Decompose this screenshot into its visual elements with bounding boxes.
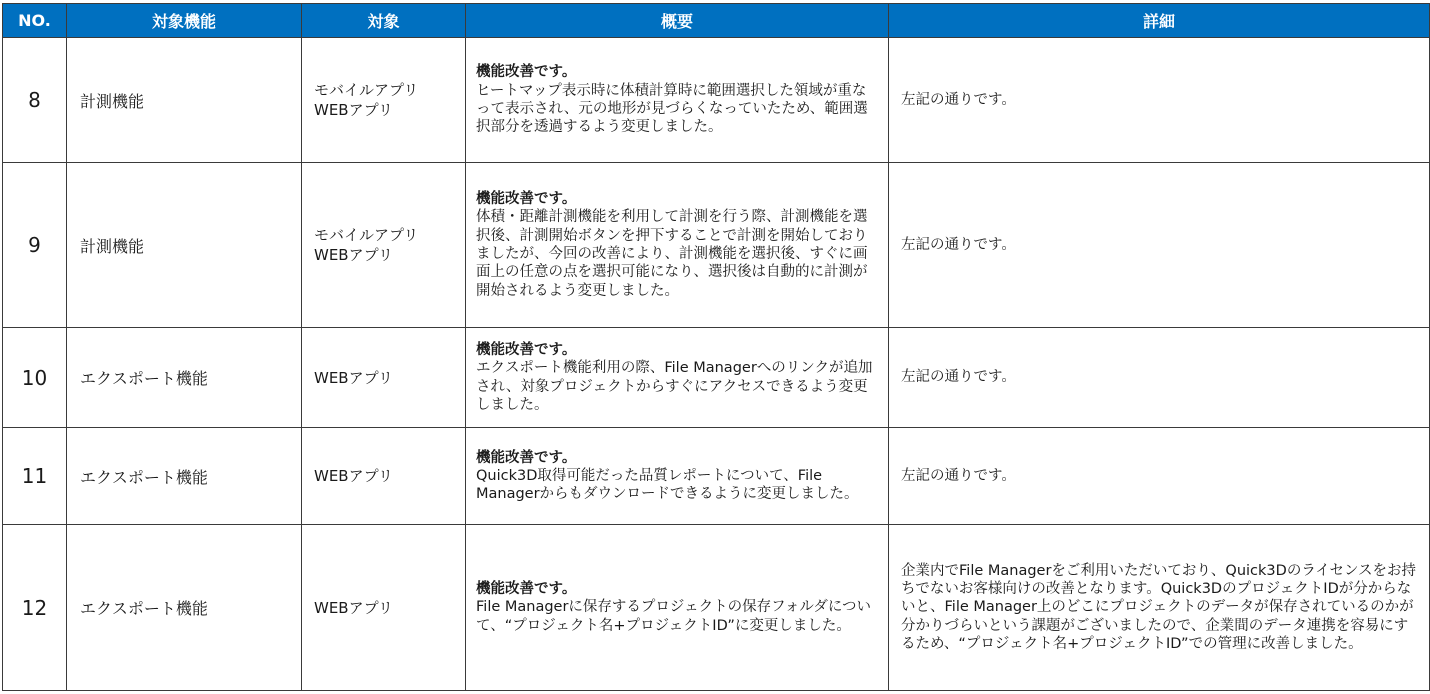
- function-cell: エクスポート機能: [67, 328, 302, 428]
- row-number: 12: [3, 525, 67, 691]
- target-item: WEBアプリ: [314, 598, 393, 617]
- summary-cell: [466, 328, 889, 428]
- detail-cell: 左記の通りです。: [889, 328, 1430, 428]
- table-row: [3, 525, 1430, 691]
- detail-cell: 左記の通りです。: [889, 428, 1430, 525]
- summary-text: Quick3D取得可能だった品質レポートについて、File Managerからもダウンロードできるように変更しました。: [476, 467, 859, 503]
- target-item: モバイルアプリ: [314, 226, 419, 244]
- summary-text: 体積・距離計測機能を利用して計測を行う際、計測機能を選択後、計測開始ボタンを押下することで計測を開始しておりましたが、今回の改善により、計測機能を選択後、すぐに画面上の任意の点を選択可能になり、選択後は自動的に計測が開始されるよう変更しました。: [476, 209, 868, 299]
- row-number: 8: [3, 38, 67, 163]
- summary-text: エクスポート機能利用の際、File Managerへのリンクが追加され、対象プロジェクトからすぐにアクセスできるよう変更しました。: [476, 360, 873, 413]
- summary-cell: [466, 38, 889, 163]
- target-cell: [302, 525, 466, 691]
- target-cell: [302, 163, 466, 328]
- target-cell: [302, 428, 466, 525]
- summary-lead: 機能改善です。: [476, 581, 577, 598]
- function-cell: エクスポート機能: [67, 525, 302, 691]
- summary-lead: 機能改善です。: [476, 191, 577, 208]
- target-cell: [302, 38, 466, 163]
- header-row: [3, 4, 1430, 38]
- summary-text: ヒートマップ表示時に体積計算時に範囲選択した領域が重なって表示され、元の地形が見づらくなっていたため、範囲選択部分を透過するよう変更しました。: [476, 82, 868, 136]
- detail-cell: 左記の通りです。: [889, 38, 1430, 163]
- table-row: [3, 163, 1430, 328]
- row-number: 11: [3, 428, 67, 525]
- table-row: [3, 428, 1430, 525]
- detail-cell: 左記の通りです。: [889, 163, 1430, 328]
- table-row: [3, 328, 1430, 428]
- function-cell: 計測機能: [67, 38, 302, 163]
- function-cell: 計測機能: [67, 163, 302, 328]
- table-row: [3, 38, 1430, 163]
- header-summary: 概要: [466, 4, 889, 38]
- header-no: NO.: [3, 4, 67, 38]
- summary-cell: [466, 163, 889, 328]
- target-item: WEBアプリ: [314, 467, 393, 485]
- header-function: 対象機能: [67, 4, 302, 38]
- summary-cell: [466, 525, 889, 691]
- target-item: WEBアプリ: [314, 101, 393, 119]
- summary-lead: 機能改善です。: [476, 64, 577, 81]
- summary-cell: [466, 428, 889, 525]
- release-notes-table: [2, 3, 1430, 691]
- target-cell: [302, 328, 466, 428]
- target-item: モバイルアプリ: [314, 81, 419, 99]
- row-number: 10: [3, 328, 67, 428]
- summary-text: File Managerに保存するプロジェクトの保存フォルダについて、“プロジェクト名+プロジェクトID”に変更しました。: [476, 599, 872, 634]
- detail-cell: 企業内でFile Managerをご利用いただいており、Quick3Dのライセンスをお持ちでないお客様向けの改善となります。Quick3DのプロジェクトIDが分からないと、File Manager上のどこにプロジェクトのデータが保存されているのかが分かりづらいという課題がございましたので、企業間のデータ連携を容易にするため、“プロジェクト名+プロジェクトID”での管理に改善しました。: [889, 525, 1430, 691]
- function-cell: エクスポート機能: [67, 428, 302, 525]
- target-item: WEBアプリ: [314, 368, 393, 387]
- header-target: 対象: [302, 4, 466, 38]
- target-item: WEBアプリ: [314, 246, 393, 264]
- row-number: 9: [3, 163, 67, 328]
- summary-lead: 機能改善です。: [476, 341, 577, 358]
- header-detail: 詳細: [889, 4, 1430, 38]
- summary-lead: 機能改善です。: [476, 449, 577, 466]
